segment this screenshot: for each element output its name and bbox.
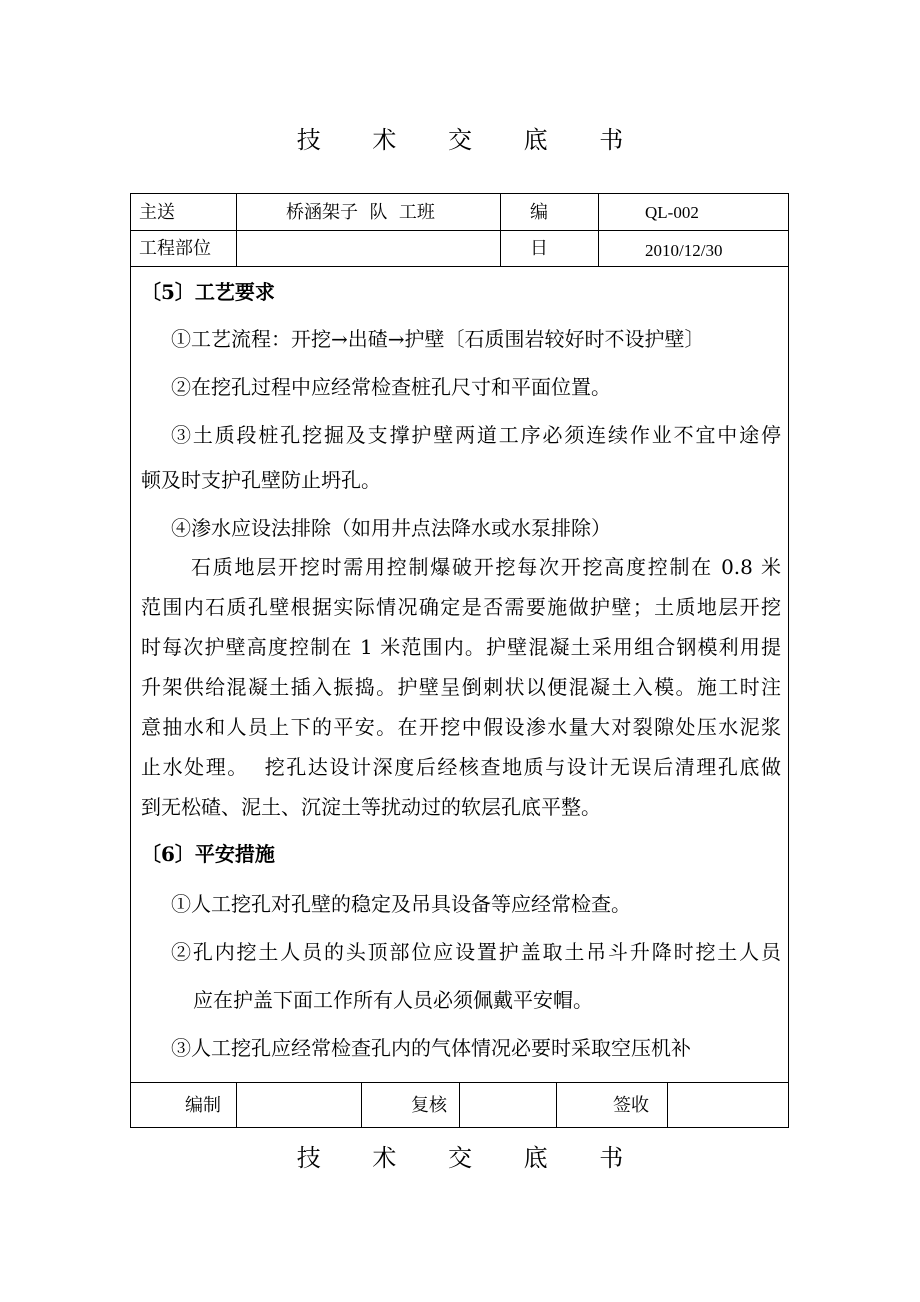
paragraph-continuation: 应在护盖下面工作所有人员必须佩戴平安帽。: [193, 988, 593, 1012]
paragraph-line: 时每次护壁高度控制在 1 米范围内。护壁混凝土采用组合钢模利用提: [141, 635, 781, 659]
paragraph: ②孔内挖土人员的头顶部位应设置护盖取土吊斗升降时挖土人员: [171, 940, 781, 964]
column-divider: [236, 194, 237, 266]
column-divider: [598, 194, 599, 266]
paragraph: ③土质段桩孔挖掘及支撑护壁两道工序必须连续作业不宜中途停: [171, 423, 781, 447]
paragraph-line: 止水处理。 挖孔达设计深度后经核查地质与设计无误后清理孔底做: [141, 755, 781, 779]
document-title: 技 术 交 底 书: [296, 126, 646, 154]
compile-label: 编制: [185, 1095, 221, 1116]
paragraph-line: 范围内石质孔壁根据实际情况确定是否需要施做护壁；土质地层开挖: [141, 595, 781, 619]
paragraph: 石质地层开挖时需用控制爆破开挖每次开挖高度控制在 0.8 米: [191, 555, 781, 579]
column-divider: [459, 1082, 460, 1128]
column-divider: [667, 1082, 668, 1128]
number-value: QL-002: [645, 203, 699, 222]
date-value: 2010/12/30: [645, 241, 723, 260]
paragraph: ④渗水应设法排除（如用井点法降水或水泵排除）: [171, 516, 611, 540]
paragraph: ②在挖孔过程中应经常检查桩孔尺寸和平面位置。: [171, 375, 611, 399]
column-divider: [236, 1082, 237, 1128]
send-label: 主送: [139, 202, 175, 223]
row-divider: [131, 230, 788, 231]
paragraph: ①工艺流程：开挖→出碴→护壁〔石质围岩较好时不设护壁〕: [171, 327, 705, 351]
disclosure-table: [130, 193, 789, 1128]
section-heading: 〔6〕平安措施: [141, 842, 275, 866]
column-divider: [361, 1082, 362, 1128]
content-body: [141, 266, 781, 1082]
number-label: 编: [530, 202, 548, 223]
date-label: 日: [530, 238, 548, 259]
paragraph-continuation: 顿及时支护孔壁防止坍孔。: [141, 468, 381, 492]
section-heading: 〔5〕工艺要求: [141, 280, 275, 304]
next-page-title: 技 术 交 底 书: [296, 1144, 646, 1172]
paragraph-line: 意抽水和人员上下的平安。在开挖中假设渗水量大对裂隙处压水泥浆: [141, 715, 781, 739]
paragraph-line: 升架供给混凝土插入振捣。护壁呈倒刺状以便混凝土入模。施工时注: [141, 675, 781, 699]
sign-label: 签收: [613, 1095, 649, 1116]
paragraph: ①人工挖孔对孔壁的稳定及吊具设备等应经常检查。: [171, 892, 631, 916]
column-divider: [500, 194, 501, 266]
paragraph: ③人工挖孔应经常检查孔内的气体情况必要时采取空压机补: [171, 1036, 691, 1060]
column-divider: [556, 1082, 557, 1128]
site-label: 工程部位: [139, 238, 211, 259]
send-value: 桥涵架子 队 工班: [286, 202, 435, 223]
paragraph-line: 到无松碴、泥土、沉淀土等扰动过的软层孔底平整。: [141, 795, 601, 819]
review-label: 复核: [411, 1095, 447, 1116]
